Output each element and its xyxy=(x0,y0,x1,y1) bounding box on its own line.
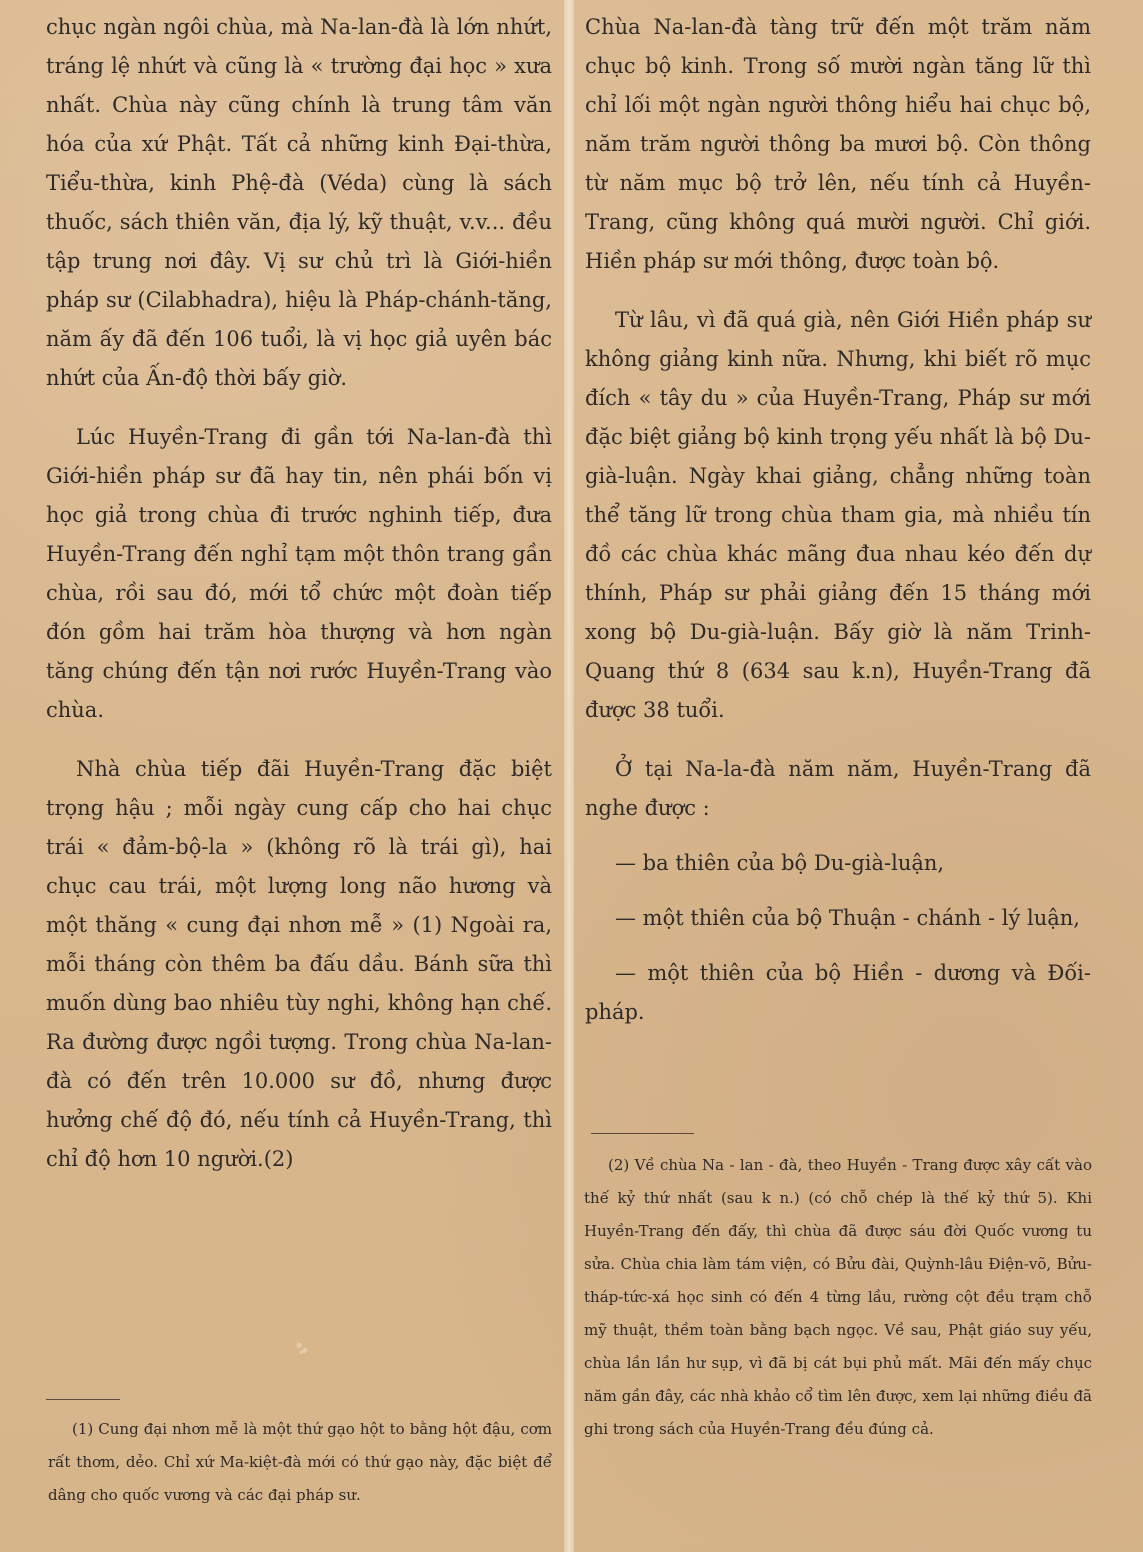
left-footnote: (1) Cung đại nhơn mễ là một thứ gạo hột to bằng hột đậu, cơm rất thơm, dẻo. Chỉ xứ Ma-kiệt-đà mới có thứ gạo này, đặc biệt để dâng cho quốc vương và các đại pháp sư. xyxy=(48,1420,552,1504)
right-column xyxy=(585,0,1091,1032)
left-paragraph-3: Nhà chùa tiếp đãi Huyền-Trang đặc biệt trọng hậu ; mỗi ngày cung cấp cho hai chục trái « đảm-bộ-la » (không rõ là trái gì), hai chục cau trái, một lượng long não hương và một thăng « cung đại nhơn mễ » (1) Ngoài ra, mỗi tháng còn thêm ba đấu dầu. Bánh sữa thì muốn dùng bao nhiêu tùy nghi, không hạn chế. Ra đường được ngồi tượng. Trong chùa Na-lan-đà có đến trên 10.000 sư đồ, nhưng được hưởng chế độ đó, nếu tính cả Huyền-Trang, thì chỉ độ hơn 10 người.(2) xyxy=(46,757,552,1171)
list-item: — một thiên của bộ Thuận - chánh - lý luận, xyxy=(615,906,1080,930)
paper-speck xyxy=(292,1338,310,1356)
left-column xyxy=(46,0,552,1179)
page-gutter xyxy=(564,0,574,1552)
right-footnote: (2) Về chùa Na - lan - đà, theo Huyền - Trang được xây cất vào thế kỷ thứ nhất (sau k n.) (có chỗ chép là thế kỷ thứ 5). Khi Huyền-Trang đến đấy, thì chùa đã được sáu đời Quốc vương tu sửa. Chùa chia làm tám viện, có Bửu đài, Quỳnh-lâu Điện-võ, Bửu-tháp-tức-xá học sinh có đến 4 từng lầu, rường cột đều trạm chỗ mỹ thuật, thềm toàn bằng bạch ngọc. Về sau, Phật giáo suy yếu, chùa lần lần hư sụp, vì đã bị cát bụi phủ mất. Mãi đến mấy chục năm gần đây, các nhà khảo cổ tìm lên được, xem lại những điều đã ghi trong sách của Huyền-Trang đều đúng cả. xyxy=(584,1156,1092,1438)
left-paragraph-2: Lúc Huyền-Trang đi gần tới Na-lan-đà thì Giới-hiền pháp sư đã hay tin, nên phái bốn vị học giả trong chùa đi trước nghinh tiếp, đưa Huyền-Trang đến nghỉ tạm một thôn trang gần chùa, rồi sau đó, mới tổ chức một đoàn tiếp đón gồm hai trăm hòa thượng và hơn ngàn tăng chúng đến tận nơi rước Huyền-Trang vào chùa. xyxy=(46,425,552,722)
footnote-divider-right xyxy=(591,1133,694,1134)
list-item: — ba thiên của bộ Du-già-luận, xyxy=(615,851,945,875)
right-paragraph-1: Chùa Na-lan-đà tàng trữ đến một trăm năm chục bộ kinh. Trong số mười ngàn tăng lữ thì chỉ lối một ngàn người thông hiểu hai chục bộ, năm trăm người thông ba mươi bộ. Còn thông từ năm mục bộ trở lên, nếu tính cả Huyền-Trang, cũng không quá mười người. Chỉ giới. Hiền pháp sư mới thông, được toàn bộ. xyxy=(585,15,1091,273)
right-paragraph-3: Ở tại Na-la-đà năm năm, Huyền-Trang đã nghe được : xyxy=(585,757,1091,820)
right-paragraph-2: Từ lâu, vì đã quá già, nên Giới Hiền pháp sư không giảng kinh nữa. Nhưng, khi biết rõ mục đích « tây du » của Huyền-Trang, Pháp sư mới đặc biệt giảng bộ kinh trọng yếu nhất là bộ Du-già-luận. Ngày khai giảng, chẳng những toàn thể tăng lữ trong chùa tham gia, mà nhiều tín đồ các chùa khác mãng đua nhau kéo đến dự thính, Pháp sư phải giảng đến 15 tháng mới xong bộ Du-già-luận. Bấy giờ là năm Trinh-Quang thứ 8 (634 sau k.n), Huyền-Trang đã được 38 tuổi. xyxy=(585,308,1091,722)
list-item: — một thiên của bộ Hiền - dương và Đối-pháp. xyxy=(585,961,1091,1024)
left-paragraph-1: chục ngàn ngôi chùa, mà Na-lan-đà là lớn nhứt, tráng lệ nhứt và cũng là « trường đại học » xưa nhất. Chùa này cũng chính là trung tâm văn hóa của xứ Phật. Tất cả những kinh Đại-thừa, Tiểu-thừa, kinh Phệ-đà (Véda) cùng là sách thuốc, sách thiên văn, địa lý, kỹ thuật, v.v... đều tập trung nơi đây. Vị sư chủ trì là Giới-hiền pháp sư (Cilabhadra), hiệu là Pháp-chánh-tăng, năm ấy đã đến 106 tuổi, là vị học giả uyên bác nhứt của Ấn-độ thời bấy giờ. xyxy=(46,15,552,390)
footnote-divider-left xyxy=(46,1399,120,1400)
